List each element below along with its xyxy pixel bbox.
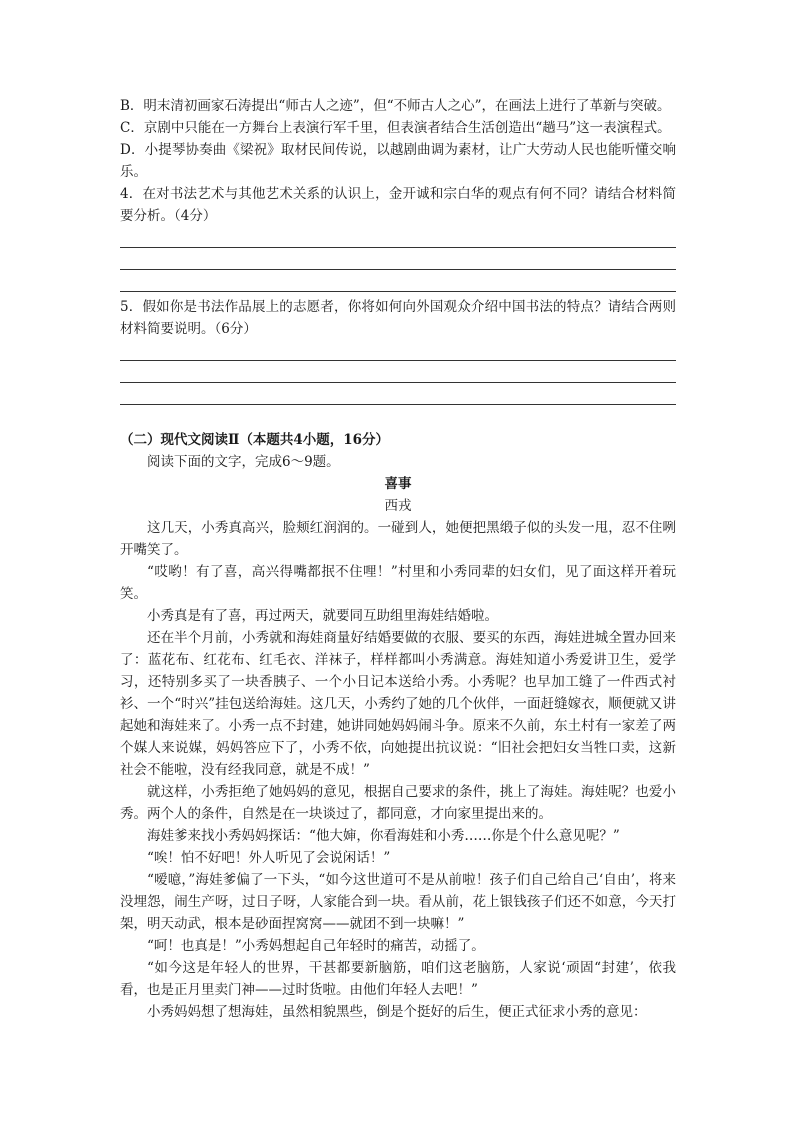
document-page <box>120 95 676 1023</box>
section-heading: （二）现代文阅读Ⅱ（本题共4小题，16分） <box>120 432 390 448</box>
story-paragraph: 这几天，小秀真高兴，脸颊红润润的。一碰到人，她便把黑缎子似的头发一甩，忍不住咧开嘴笑了。 <box>120 520 676 558</box>
answer-line <box>120 270 676 292</box>
option-b: B．明末清初画家石涛提出“师古人之迹”，但“不师古人之心”，在画法上进行了革新与突破。 <box>120 98 671 114</box>
answer-line <box>120 226 676 248</box>
story-paragraph: 还在半个月前，小秀就和海娃商量好结婚要做的衣服、要买的东西，海娃进城全置办回来了：蓝花布、红花布、红毛衣、洋袜子，样样都叫小秀满意。海娃知道小秀爱讲卫生，爱学习，还特别多买了一块香胰子、一个小日记本送给小秀。小秀呢？也早加工缝了一件西式衬衫、一个“时兴”挂包送给海娃。这几天，小秀约了她的几个伙伴，一面赶缝嫁衣，顺便就又讲起她和海娃来了。小秀一点不封建，她讲同她妈妈闹斗争。原来不久前，东土村有一家差了两个媒人来说媒，妈妈答应下了，小秀不依，向她提出抗议说：“旧社会把妇女当牲口卖，这新社会不能啦，没有经我同意，就是不成！” <box>120 630 676 778</box>
question-4: 4．在对书法艺术与其他艺术关系的认识上，金开诚和宗白华的观点有何不同？请结合材料简要分析。（4分） <box>120 186 676 224</box>
story-paragraph: “唉！怕不好吧！外人听见了会说闲话！” <box>147 850 391 866</box>
answer-line <box>120 361 676 383</box>
answer-line <box>120 339 676 361</box>
story-paragraph: 小秀真是有了喜，再过两天，就要同互助组里海娃结婚啦。 <box>147 608 498 624</box>
story-paragraph: 海娃爹来找小秀妈妈探话：“他大婶，你看海娃和小秀……你是个什么意见呢？” <box>147 828 620 844</box>
question-5: 5．假如你是书法作品展上的志愿者，你将如何向外国观众介绍中国书法的特点？请结合两则材料简要说明。（6分） <box>120 299 676 337</box>
answer-lines-q5 <box>120 339 676 405</box>
story-paragraph: “呵！也真是！”小秀妈想起自己年轻时的痛苦，动摇了。 <box>147 938 485 954</box>
story-paragraph: “哎哟！有了喜，高兴得嘴都抿不住哩！”村里和小秀同辈的妇女们，见了面这样开着玩笑。 <box>120 564 676 602</box>
story-author: 西戎 <box>384 498 412 514</box>
answer-line <box>120 383 676 405</box>
story-paragraph: “如今这是年轻人的世界，干甚都要新脑筋，咱们这老脑筋，人家说‘顽固“封建’，依我看，也是正月里卖门神——过时货啦。由他们年轻人去吧！” <box>120 960 676 998</box>
answer-line <box>120 248 676 270</box>
answer-lines-q4 <box>120 226 676 292</box>
story-paragraph: 就这样，小秀拒绝了她妈妈的意见，根据自己要求的条件，挑上了海娃。海娃呢？也爱小秀。两个人的条件，自然是在一块谈过了，都同意，才向家里提出来的。 <box>120 784 676 822</box>
story-paragraph: 小秀妈妈想了想海娃，虽然相貌黑些，倒是个挺好的后生，便正式征求小秀的意见： <box>147 1004 647 1020</box>
option-d: D．小提琴协奏曲《梁祝》取材民间传说，以越剧曲调为素材，让广大劳动人民也能听懂交响乐。 <box>120 142 676 180</box>
option-c: C．京剧中只能在一方舞台上表演行军千里，但表演者结合生活创造出“趟马”这一表演程式。 <box>120 120 671 136</box>
story-paragraph: “嗳噫，”海娃爹偏了一下头，“如今这世道可不是从前啦！孩子们自己给自己‘自由’，将来没埋怨，闹生产呀，过日子呀，人家能合到一块。看从前，花上银钱孩子们还不如意，今天打架，明天动武，根本是砂面捏窝窝——就团不到一块嘛！” <box>120 872 676 932</box>
story-title: 喜事 <box>384 476 412 492</box>
instruction: 阅读下面的文字，完成6～9题。 <box>147 454 340 470</box>
